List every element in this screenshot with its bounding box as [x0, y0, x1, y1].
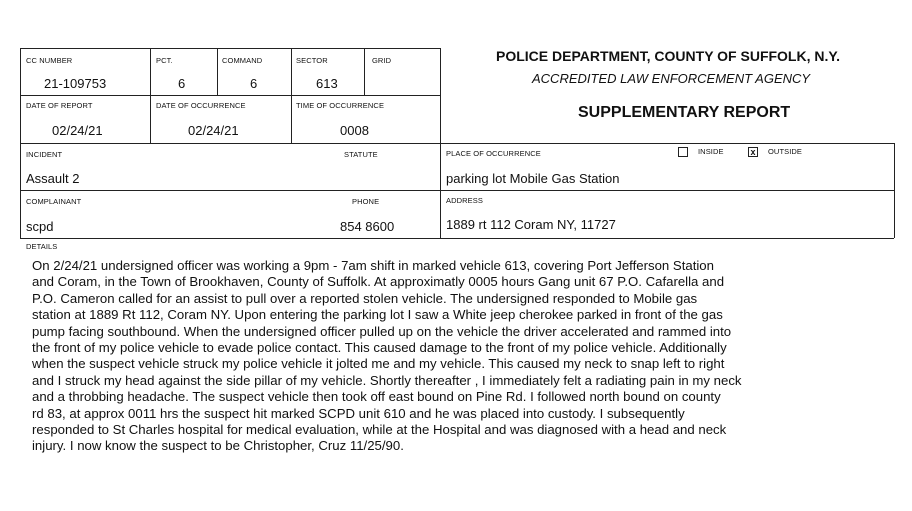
- statute-label: STATUTE: [344, 150, 378, 159]
- grid-label: GRID: [372, 56, 392, 65]
- command-label: COMMAND: [222, 56, 263, 65]
- phone-value: 854 8600: [340, 219, 395, 234]
- report-type-title: SUPPLEMENTARY REPORT: [578, 104, 791, 121]
- details-line: responded to St Charles hospital for medical evaluation, while at the Hospital and was diagnosed with a head and neck: [32, 422, 727, 438]
- outside-checkbox[interactable]: x: [748, 147, 758, 157]
- details-narrative: [32, 258, 894, 455]
- address-value: 1889 rt 112 Coram NY, 11727: [446, 217, 616, 232]
- date-of-report-value: 02/24/21: [52, 123, 103, 138]
- details-line: and Coram, in the Town of Brookhaven, County of Suffolk. At approximatly 0005 hours Gang unit 67 P.O. Cafarella and: [32, 274, 725, 290]
- command-value: 6: [250, 76, 258, 91]
- cc-number-value: 21-109753: [44, 76, 107, 91]
- pct-value: 6: [178, 76, 186, 91]
- complainant-value: scpd: [26, 219, 54, 234]
- date-of-occurrence-label: DATE OF OCCURRENCE: [156, 101, 246, 110]
- address-label: ADDRESS: [446, 196, 483, 205]
- time-of-occurrence-label: TIME OF OCCURRENCE: [296, 101, 385, 110]
- phone-label: PHONE: [352, 197, 380, 206]
- details-line: when the suspect vehicle struck my police vehicle it jolted me and my vehicle. This caused my neck to snap left to right: [32, 356, 725, 372]
- place-of-occurrence-value: parking lot Mobile Gas Station: [446, 171, 620, 186]
- details-line: and a throbbing headache. The suspect vehicle then took off east bound on Pine Rd. I followed north bound on county: [32, 389, 721, 405]
- department-title: POLICE DEPARTMENT, COUNTY OF SUFFOLK, N.Y.: [496, 48, 841, 64]
- details-line: and I struck my head against the side pillar of my vehicle. Shortly thereafter , I immediately felt a radiating pain in my neck: [32, 372, 742, 388]
- date-of-occurrence-value: 02/24/21: [188, 123, 239, 138]
- details-line: injury. I now know the suspect to be Christopher, Cruz 11/25/90.: [32, 438, 404, 454]
- cc-number-label: CC NUMBER: [26, 56, 73, 65]
- inside-label: INSIDE: [698, 147, 724, 156]
- sector-label: SECTOR: [296, 56, 328, 65]
- time-of-occurrence-value: 0008: [340, 123, 369, 138]
- date-of-report-label: DATE OF REPORT: [26, 101, 93, 110]
- place-of-occurrence-label: PLACE OF OCCURRENCE: [446, 149, 541, 158]
- details-line: On 2/24/21 undersigned officer was working a 9pm - 7am shift in marked vehicle 613, covering Port Jefferson Station: [32, 258, 714, 273]
- details-line: station at 1889 Rt 112, Coram NY. Upon entering the parking lot I saw a White jeep cherokee parked in front of the gas: [32, 307, 723, 323]
- details-line: pump facing southbound. When the undersigned officer pulled up on the vehicle the driver accelerated and rammed into: [32, 323, 732, 339]
- details-line: the front of my police vehicle to evade police contact. This caused damage to the front of my police vehicle. Additionally: [32, 340, 727, 356]
- inside-checkbox[interactable]: [678, 147, 688, 157]
- sector-value: 613: [316, 76, 338, 91]
- details-line: rd 83, at approx 0011 hrs the suspect hit marked SCPD unit 610 and he was placed into custody. I subsequently: [32, 405, 685, 421]
- details-label: DETAILS: [26, 242, 58, 251]
- agency-subtitle: ACCREDITED LAW ENFORCEMENT AGENCY: [532, 71, 811, 86]
- incident-value: Assault 2: [26, 171, 80, 186]
- pct-label: PCT.: [156, 56, 173, 65]
- outside-label: OUTSIDE: [768, 147, 803, 156]
- details-line: P.O. Cameron called for an assist to pull over a reported stolen vehicle. The undersigned responded to Mobile gas: [32, 290, 698, 306]
- incident-label: INCIDENT: [26, 150, 63, 159]
- complainant-label: COMPLAINANT: [26, 197, 82, 206]
